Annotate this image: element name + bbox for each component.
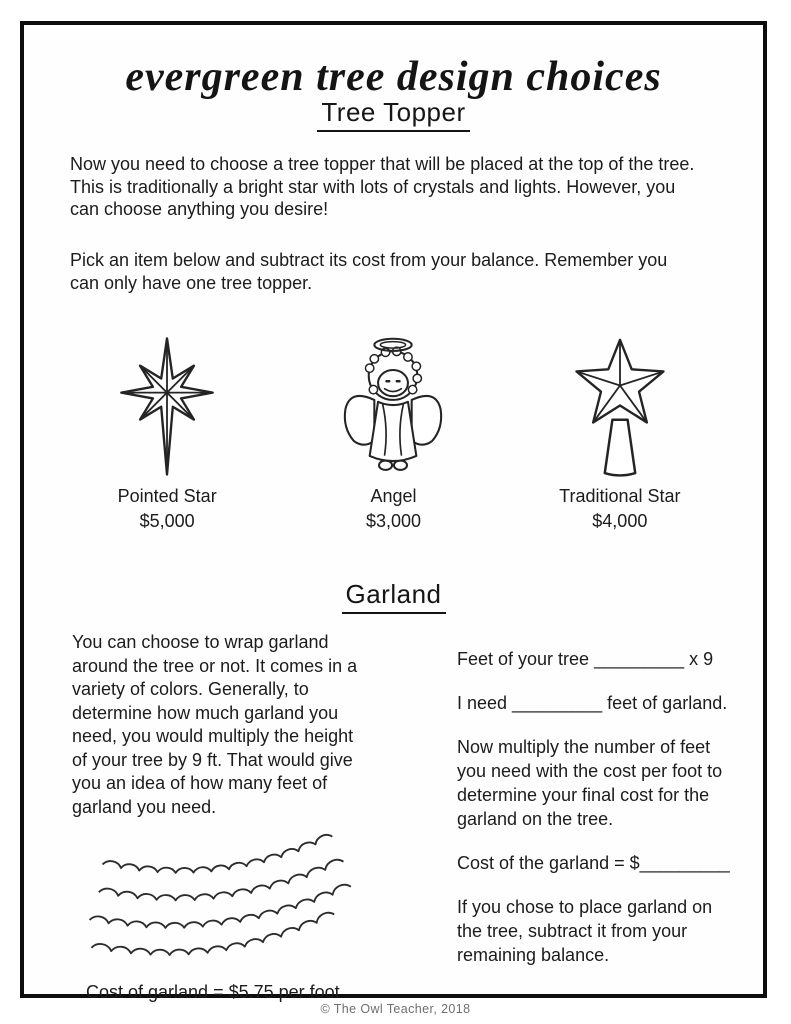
topper-name: Traditional Star	[559, 486, 681, 506]
garland-cost-note: Cost of garland = $5.75 per foot	[86, 982, 340, 1002]
topper-option-traditional-star	[507, 330, 733, 532]
garland-icon	[84, 831, 362, 972]
angel-icon	[337, 334, 449, 477]
footer-credit: © The Owl Teacher, 2018	[320, 1002, 471, 1016]
garland-description: You can choose to wrap garland around the tree or not. It comes in a variety of colors. Generally, to determine how much garland you need, you would multiply the height of your tree by 9 ft. That would give you an idea of how many feet of garland you need.	[72, 632, 358, 817]
garland-para-multiply: Now multiply the number of feet you need with the cost per foot to determine your final cost for the garland on the tree.	[457, 737, 723, 829]
garland-line-cost: Cost of the garland = $_________	[457, 853, 730, 873]
tree-topper-instruction: Pick an item below and subtract its cost from your balance. Remember you can only have one tree topper.	[70, 250, 668, 293]
garland-line-feet: Feet of your tree _________ x 9	[457, 649, 714, 669]
topper-price: $4,000	[592, 511, 648, 531]
topper-name: Pointed Star	[117, 486, 217, 506]
tree-topper-intro: Now you need to choose a tree topper that will be placed at the top of the tree. This is traditionally a bright star with lots of crystals and lights. However, you can choose anything you desire!	[70, 154, 695, 219]
topper-options-row	[54, 330, 733, 532]
garland-worksheet-column	[457, 647, 747, 987]
tree-topper-heading	[24, 97, 763, 128]
topper-option-angel	[280, 330, 506, 532]
garland-line-need: I need _________ feet of garland.	[457, 693, 728, 713]
topper-price: $5,000	[139, 511, 195, 531]
garland-heading	[24, 579, 763, 610]
traditional-star-icon	[561, 334, 679, 477]
garland-para-subtract: If you chose to place garland on the tree, subtract it from your remaining balance.	[457, 897, 713, 965]
garland-left-column	[72, 631, 382, 1003]
topper-price: $3,000	[365, 511, 422, 531]
pointed-star-icon	[108, 332, 226, 478]
worksheet-title: evergreen tree design choices	[125, 54, 662, 100]
garland-heading-text: Garland	[342, 579, 446, 614]
topper-option-pointed-star	[54, 330, 280, 532]
topper-name: Angel	[370, 486, 417, 506]
page-border	[20, 21, 767, 1002]
tree-topper-heading-text: Tree Topper	[317, 97, 469, 132]
